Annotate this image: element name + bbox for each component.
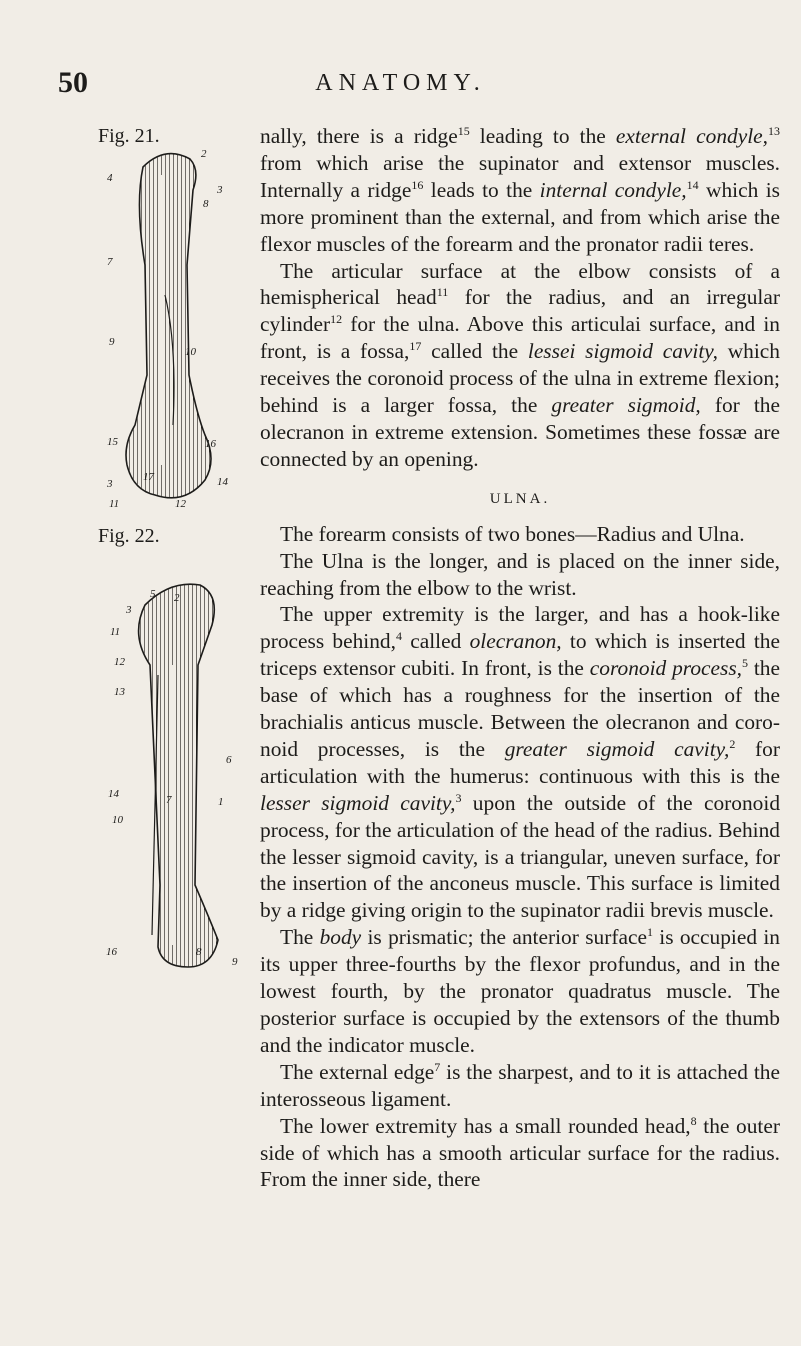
fig21-callout: 11 [109, 498, 120, 510]
paragraph-5: The upper extremity is the larger, and has a hook-like process behind,$^4$ called olecranon, to which is inserted the triceps extensor cubiti. In front, is the coronoid process,$^5$ the base of which has a roughness for the insertion of the brachialis anticus muscle. Between the olecranon and coronoid processes, is the greater sigmoid cavity,$^2$ for articulation with the humerus: continuous with this is the lesser sigmoid cavity,$^3$ upon the outside of the coronoid process, for the articulation of the head of the radius. Behind the lesser sigmoid cavity, is a triangular, uneven surface, for the insertion of the anconeus muscle. This surface is limited by a ridge giving origin to the supinator radii brevis muscle. [260, 602, 781, 923]
body-text [260, 123, 780, 1193]
running-head: ANATOMY. [315, 70, 486, 96]
fig21-callout: 7 [107, 256, 113, 268]
fig22-callout: 13 [114, 686, 125, 698]
fig22-callout: 2 [174, 592, 180, 604]
section-title: ULNA. [489, 490, 551, 507]
paragraph-3: The forearm consists of two bones—Radius and Ulna. [280, 521, 745, 546]
page-header [0, 66, 801, 106]
page-number: 50 [58, 66, 88, 99]
fig22-callout: 7 [166, 794, 172, 806]
paragraph-6: The body is prismatic; the anterior surface$^1$ is occupied in its upper three-fourths by the flexor profundus, and in the lowest fourth, by the pronator quadratus muscle. The posterior surface is occupied by the extensors of the thumb and the indicator muscle. [260, 925, 781, 1057]
fig22-callout: 8 [196, 946, 202, 958]
fig21-callout: 14 [217, 476, 228, 488]
fig22-callout: 5 [150, 588, 156, 600]
paragraph-8: The lower extremity has a small rounded head,$^8$ the outer side of which has a smooth articular surface for the radius. From the inner side, there [260, 1113, 780, 1192]
fig22-callout: 12 [114, 656, 125, 668]
paragraph-2: The articular surface at the elbow consists of a hemispherical head$^{11}$ for the radius, and an irregular cylinder$^{12}$ for the ulna. Above this articulai surface, and in front, is a fossa,$^{17}$ called the lessei sigmoid cavity, which receives the coronoid process of the ulna in extreme flexion; behind is a larger fossa, the greater sigmoid, for the olecranon in extreme extension. Sometimes these fossæ are connected by an opening. [260, 258, 780, 471]
fig22-callout: 16 [106, 946, 117, 958]
figure-21-label: Fig. 21. [98, 125, 160, 147]
fig22-callout: 6 [226, 754, 232, 766]
fig21-callout: 3 [107, 478, 113, 490]
fig22-callout: 1 [218, 796, 224, 808]
fig22-callout: 10 [112, 814, 123, 826]
fig21-callout: 12 [175, 498, 186, 510]
figure-22-label: Fig. 22. [98, 525, 160, 547]
fig22-callout: 14 [108, 788, 119, 800]
fig22-callout: 3 [126, 604, 132, 616]
fig21-callout: 16 [205, 438, 216, 450]
fig21-callout: 8 [203, 198, 209, 210]
figure-21-illustration [105, 145, 235, 515]
fig21-callout: 17 [143, 471, 154, 483]
fig21-callout: 10 [185, 346, 196, 358]
fig22-callout: 9 [232, 956, 238, 968]
fig21-callout: 3 [217, 184, 223, 196]
fig21-callout: 9 [109, 336, 115, 348]
paragraph-7: The external edge$^7$ is the sharpest, and to it is attached the interosseous ligament. [260, 1059, 780, 1111]
paragraph-1: nally, there is a ridge$^{15}$ leading to the external condyle,$^{13}$ from which arise the supinator and extensor muscles. Internally a ridge$^{16}$ leads to the internal condyle,$^{14}$ which is more prominent than the external, and from which arise the flexor muscles of the forearm and the pronator radii teres. [260, 123, 780, 256]
paragraph-4: The Ulna is the longer, and is placed on the inner side, reaching from the elbow to the wrist. [260, 548, 780, 600]
figure-22-illustration [100, 555, 250, 975]
fig21-callout: 15 [107, 436, 118, 448]
fig21-callout: 4 [107, 172, 113, 184]
fig22-callout: 11 [110, 626, 121, 638]
fig21-callout: 2 [201, 148, 207, 160]
